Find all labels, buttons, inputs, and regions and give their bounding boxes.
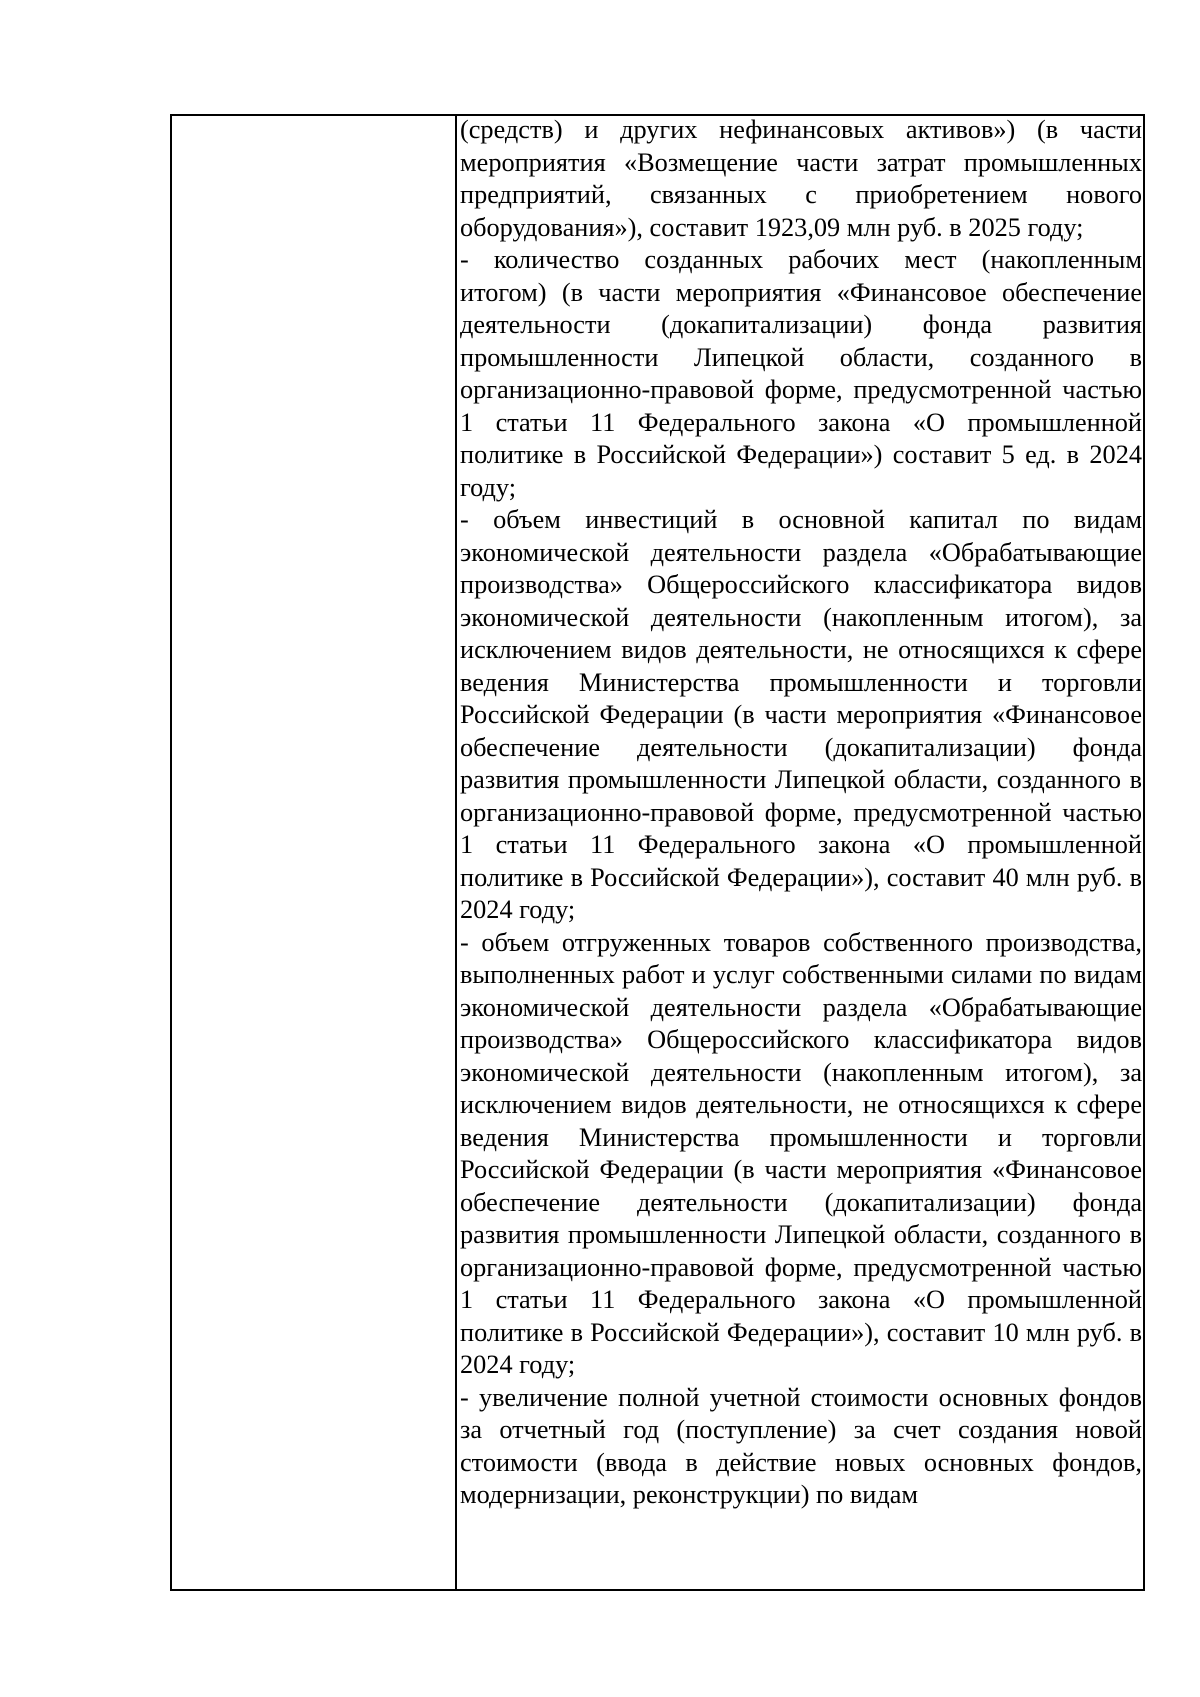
paragraph-continuation: (средств) и других нефинансовых активов») (в части мероприятия «Возмещение части затрат промышленных предприятий, связанных с приобретением нового оборудования»), составит 1923,09 млн руб. в 2025 году; <box>460 115 1142 242</box>
paragraph-fixed-assets: - увеличение полной учетной стоимости основных фондов за отчетный год (поступление) за счет создания новой стоимости (ввода в действие новых основных фондов, модернизации, реконструкции) по видам <box>460 1382 1142 1509</box>
paragraph-shipped-goods: - объем отгруженных товаров собственного производства, выполненных работ и услуг собственными силами по видам экономической деятельности раздела «Обрабатывающие производства» Общероссийского классификатора видов экономической деятельности (накопленным итогом), за исключением видов деятельности, не относящихся к сфере ведения Министерства промышленности и торговли Российской Федерации (в части мероприятия «Финансовое обеспечение деятельности (докапитализации) фонда развития промышленности Липецкой области, созданного в организационно-правовой форме, предусмотренной частью 1 статьи 11 Федерального закона «О промышленной политике в Российской Федерации»), составит 10 млн руб. в 2024 году; <box>460 927 1142 1379</box>
paragraph-jobs: - количество созданных рабочих мест (накопленным итогом) (в части мероприятия «Финансовое обеспечение деятельности (докапитализации) фонда развития промышленности Липецкой области, созданного в организационно-правовой форме, предусмотренной частью 1 статьи 11 Федерального закона «О промышленной политике в Российской Федерации») составит 5 ед. в 2024 году; <box>460 245 1142 502</box>
text-cell <box>456 115 1144 1590</box>
paragraph-investments: - объем инвестиций в основной капитал по видам экономической деятельности раздела «Обрабатывающие производства» Общероссийского классификатора видов экономической деятельности (накопленным итогом), за исключением видов деятельности, не относящихся к сфере ведения Министерства промышленности и торговли Российской Федерации (в части мероприятия «Финансовое обеспечение деятельности (докапитализации) фонда развития промышленности Липецкой области, созданного в организационно-правовой форме, предусмотренной частью 1 статьи 11 Федерального закона «О промышленной политике в Российской Федерации»), составит 40 млн руб. в 2024 году; <box>460 505 1142 924</box>
cell-text-block <box>457 114 1143 1512</box>
empty-left-cell <box>171 115 456 1590</box>
table-row <box>171 115 1144 1590</box>
document-table <box>170 114 1145 1591</box>
